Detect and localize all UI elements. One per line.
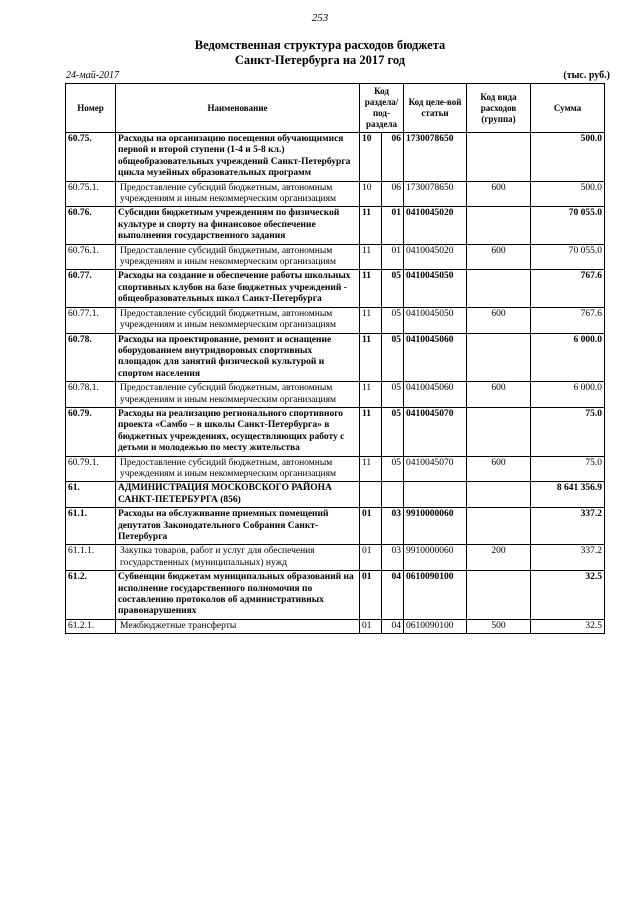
- row-subsection-code: 04: [382, 571, 404, 620]
- row-target-article: 0610090100: [404, 619, 467, 633]
- row-name: Субвенции бюджетам муниципальных образований на исполнение государственного полномочия по составлению протоколов об административных правонарушениях: [116, 571, 360, 620]
- row-section-code: 11: [360, 244, 382, 270]
- row-subsection-code: 04: [382, 619, 404, 633]
- row-target-article: 9910000060: [404, 508, 467, 545]
- row-sum: 767.6: [531, 270, 605, 307]
- row-sum: 337.2: [531, 508, 605, 545]
- row-subsection-code: 01: [382, 207, 404, 244]
- row-name: Межбюджетные трансферты: [116, 619, 360, 633]
- row-number: 60.77.: [66, 270, 116, 307]
- table-row: [66, 407, 605, 456]
- row-subsection-code: [382, 482, 404, 508]
- row-target-article: 0410045050: [404, 270, 467, 307]
- table-row: [66, 508, 605, 545]
- row-expense-type: [467, 207, 531, 244]
- row-target-article: 0410045050: [404, 307, 467, 333]
- row-subsection-code: 01: [382, 244, 404, 270]
- row-number: 60.77.1.: [66, 307, 116, 333]
- document-title: [0, 38, 640, 68]
- row-sum: 70 055.0: [531, 244, 605, 270]
- row-target-article: 0410045020: [404, 207, 467, 244]
- row-expense-type: [467, 407, 531, 456]
- table-row: [66, 270, 605, 307]
- row-number: 61.2.1.: [66, 619, 116, 633]
- row-subsection-code: 05: [382, 456, 404, 482]
- table-row: [66, 619, 605, 633]
- table-row: [66, 181, 605, 207]
- row-subsection-code: 05: [382, 333, 404, 382]
- table-row: [66, 307, 605, 333]
- row-name: Предоставление субсидий бюджетным, автономным учреждениям и иным некоммерческим организациям: [116, 181, 360, 207]
- row-section-code: 11: [360, 407, 382, 456]
- row-name: Предоставление субсидий бюджетным, автономным учреждениям и иным некоммерческим организациям: [116, 244, 360, 270]
- row-sum: 337.2: [531, 545, 605, 571]
- row-target-article: 0610090100: [404, 571, 467, 620]
- row-name: Расходы на реализацию регионального спортивного проекта «Самбо – в школы Санкт-Петербурга» в бюджетных учреждениях, осуществляющих работу с детьми и молодежью по месту жительства: [116, 407, 360, 456]
- row-sum: 6 000.0: [531, 333, 605, 382]
- row-target-article: 0410045060: [404, 382, 467, 408]
- row-name: Расходы на создание и обеспечение работы школьных спортивных клубов на базе бюджетных учреждений - общеобразовательных школ Санкт-Петербурга: [116, 270, 360, 307]
- table-row: [66, 207, 605, 244]
- header-expense-type: Код вида расходов (группа): [467, 84, 531, 133]
- row-section-code: 11: [360, 333, 382, 382]
- row-target-article: 0410045020: [404, 244, 467, 270]
- table-body: [66, 133, 605, 634]
- row-expense-type: 500: [467, 619, 531, 633]
- row-section-code: 01: [360, 619, 382, 633]
- row-sum: 500.0: [531, 181, 605, 207]
- row-number: 60.79.1.: [66, 456, 116, 482]
- row-expense-type: [467, 482, 531, 508]
- document-date: 24-май-2017: [66, 70, 120, 81]
- row-expense-type: 600: [467, 181, 531, 207]
- row-subsection-code: 05: [382, 382, 404, 408]
- row-name: Субсидии бюджетным учреждениям по физической культуре и спорту на финансовое обеспечение выполнения государственного задания: [116, 207, 360, 244]
- row-expense-type: 600: [467, 244, 531, 270]
- row-number: 61.: [66, 482, 116, 508]
- row-name: Предоставление субсидий бюджетным, автономным учреждениям и иным некоммерческим организациям: [116, 456, 360, 482]
- row-section-code: 01: [360, 545, 382, 571]
- row-target-article: 0410045070: [404, 456, 467, 482]
- row-sum: 32.5: [531, 571, 605, 620]
- row-number: 60.79.: [66, 407, 116, 456]
- row-target-article: 1730078650: [404, 181, 467, 207]
- row-name: Расходы на обслуживание приемных помещений депутатов Законодательного Собрания Санкт-Петербурга: [116, 508, 360, 545]
- row-expense-type: [467, 508, 531, 545]
- row-name: АДМИНИСТРАЦИЯ МОСКОВСКОГО РАЙОНА САНКТ-ПЕТЕРБУРГА (856): [116, 482, 360, 508]
- row-expense-type: [467, 270, 531, 307]
- row-expense-type: [467, 571, 531, 620]
- table-row: [66, 545, 605, 571]
- row-section-code: 01: [360, 571, 382, 620]
- table-row: [66, 482, 605, 508]
- header-razdel: Код раздела/ под-раздела: [360, 84, 404, 133]
- row-section-code: 10: [360, 133, 382, 182]
- row-name: Расходы на организацию посещения обучающимися первой и второй ступени (1-4 и 5-8 кл.) общеобразовательных учреждений Санкт-Петербурга цикла музейных образовательных программ: [116, 133, 360, 182]
- row-number: 60.76.1.: [66, 244, 116, 270]
- row-sum: 75.0: [531, 407, 605, 456]
- row-subsection-code: 05: [382, 407, 404, 456]
- header-num: Номер: [66, 84, 116, 133]
- row-sum: 8 641 356.9: [531, 482, 605, 508]
- row-subsection-code: 06: [382, 181, 404, 207]
- row-expense-type: 600: [467, 382, 531, 408]
- row-expense-type: 200: [467, 545, 531, 571]
- row-target-article: 1730078650: [404, 133, 467, 182]
- table-row: [66, 382, 605, 408]
- row-number: 61.1.: [66, 508, 116, 545]
- row-name: Предоставление субсидий бюджетным, автономным учреждениям и иным некоммерческим организациям: [116, 307, 360, 333]
- table-row: [66, 456, 605, 482]
- row-section-code: 01: [360, 508, 382, 545]
- row-section-code: 11: [360, 456, 382, 482]
- row-number: 60.75.1.: [66, 181, 116, 207]
- row-sum: 6 000.0: [531, 382, 605, 408]
- row-section-code: 11: [360, 307, 382, 333]
- table-header-row: [66, 84, 605, 133]
- row-section-code: 11: [360, 382, 382, 408]
- row-subsection-code: 06: [382, 133, 404, 182]
- header-target-article: Код целе-вой статьи: [404, 84, 467, 133]
- row-section-code: [360, 482, 382, 508]
- row-expense-type: [467, 133, 531, 182]
- row-sum: 500.0: [531, 133, 605, 182]
- row-subsection-code: 03: [382, 545, 404, 571]
- row-number: 60.78.1.: [66, 382, 116, 408]
- row-sum: 767.6: [531, 307, 605, 333]
- row-number: 60.75.: [66, 133, 116, 182]
- row-expense-type: 600: [467, 456, 531, 482]
- units-label: (тыс. руб.): [563, 70, 610, 81]
- table-row: [66, 133, 605, 182]
- table-row: [66, 244, 605, 270]
- row-target-article: 0410045070: [404, 407, 467, 456]
- row-sum: 32.5: [531, 619, 605, 633]
- row-subsection-code: 05: [382, 270, 404, 307]
- row-sum: 75.0: [531, 456, 605, 482]
- title-line-2: Санкт-Петербурга на 2017 год: [234, 53, 406, 67]
- row-target-article: [404, 482, 467, 508]
- page-number: 253: [311, 12, 329, 24]
- row-expense-type: [467, 333, 531, 382]
- row-name: Закупка товаров, работ и услуг для обеспечения государственных (муниципальных) нужд: [116, 545, 360, 571]
- row-section-code: 11: [360, 270, 382, 307]
- row-subsection-code: 03: [382, 508, 404, 545]
- header-name: Наименование: [116, 84, 360, 133]
- table-row: [66, 571, 605, 620]
- row-expense-type: 600: [467, 307, 531, 333]
- row-number: 60.78.: [66, 333, 116, 382]
- row-target-article: 9910000060: [404, 545, 467, 571]
- row-target-article: 0410045060: [404, 333, 467, 382]
- title-line-1: Ведомственная структура расходов бюджета: [194, 38, 446, 52]
- table-row: [66, 333, 605, 382]
- row-name: Расходы на проектирование, ремонт и оснащение оборудованием внутридворовых спортивных площадок для занятий физической культурой и спортом населения: [116, 333, 360, 382]
- row-subsection-code: 05: [382, 307, 404, 333]
- row-number: 61.1.1.: [66, 545, 116, 571]
- budget-table: [65, 83, 605, 634]
- header-sum: Сумма: [531, 84, 605, 133]
- row-number: 61.2.: [66, 571, 116, 620]
- row-sum: 70 055.0: [531, 207, 605, 244]
- row-section-code: 10: [360, 181, 382, 207]
- row-section-code: 11: [360, 207, 382, 244]
- row-name: Предоставление субсидий бюджетным, автономным учреждениям и иным некоммерческим организациям: [116, 382, 360, 408]
- row-number: 60.76.: [66, 207, 116, 244]
